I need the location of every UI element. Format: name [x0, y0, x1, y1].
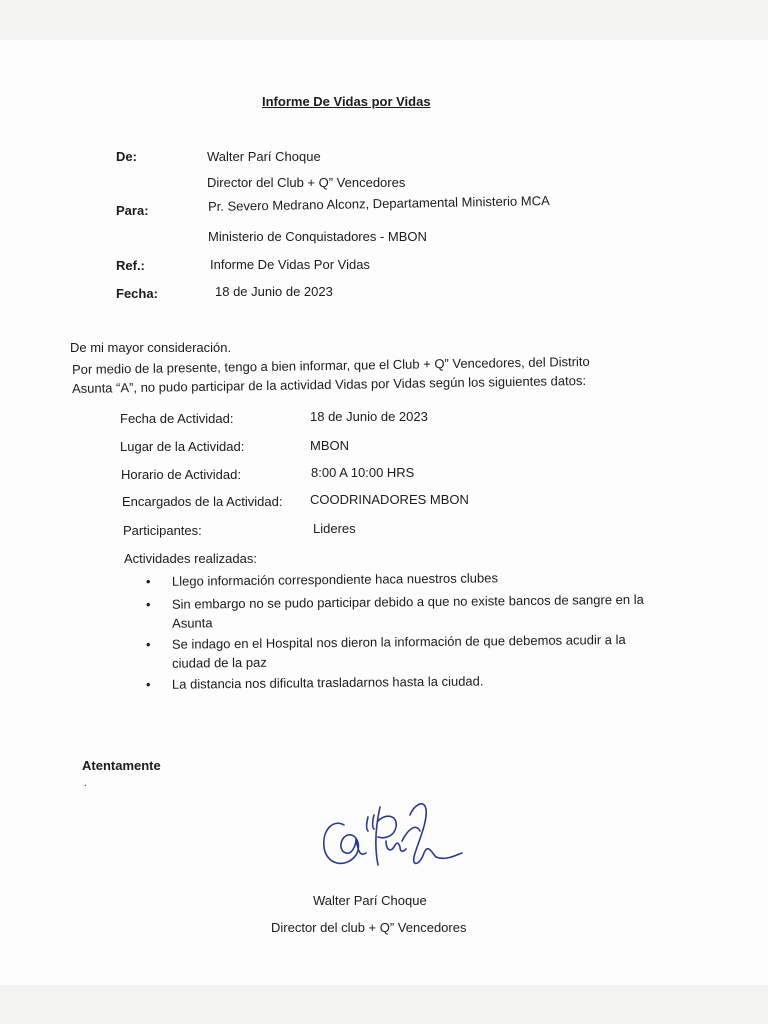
document-title: Informe De Vidas por Vidas: [262, 94, 431, 109]
de-name: Walter Parí Choque: [207, 149, 321, 164]
detail-value-participantes: Lideres: [313, 521, 356, 536]
bullet-icon: •: [145, 636, 151, 653]
signer-name: Walter Parí Choque: [313, 893, 427, 908]
de-label: De:: [116, 149, 137, 164]
para-label: Para:: [116, 203, 149, 218]
bullet-icon: •: [145, 573, 151, 589]
detail-value-horario: 8:00 A 10:00 HRS: [311, 465, 415, 480]
activity-text: La distancia nos dificulta trasladarnos hasta la ciudad.: [171, 673, 484, 692]
detail-value-encargados: COODRINADORES MBON: [310, 492, 469, 507]
activity-item: [146, 567, 666, 591]
detail-value-lugar: MBON: [310, 438, 349, 453]
signature-image: [316, 795, 466, 880]
activities-list: [146, 572, 666, 694]
stray-mark: .: [84, 778, 87, 789]
detail-label-fecha: Fecha de Actividad:: [120, 411, 234, 426]
para-name: Pr. Severo Medrano Alconz, Departamental Ministerio MCA: [207, 193, 550, 214]
activity-text: Sin embargo no se pudo participar debido a que no existe bancos de sangre en la Asunta: [171, 591, 644, 631]
activity-item: [146, 670, 666, 694]
fecha-label: Fecha:: [116, 286, 158, 301]
closing: Atentamente: [82, 758, 161, 773]
intro-line-1: Por medio de la presente, tengo a bien informar, que el Club + Q” Vencedores, del Distrito: [71, 353, 590, 377]
bullet-icon: •: [145, 676, 151, 692]
activities-label: Actividades realizadas:: [124, 551, 257, 566]
activity-text: Llego información correspondiente haca nuestros clubes: [171, 570, 498, 589]
fecha-value: 18 de Junio de 2023: [215, 284, 333, 299]
ref-value: Informe De Vidas Por Vidas: [210, 257, 370, 272]
activity-text: Se indago en el Hospital nos dieron la información de que debemos acudir a la ciudad de la paz: [171, 631, 626, 671]
ref-label: Ref.:: [116, 258, 145, 273]
signer-role: Director del club + Q” Vencedores: [271, 920, 467, 935]
detail-label-encargados: Encargados de la Actividad:: [122, 494, 283, 509]
detail-label-horario: Horario de Actividad:: [121, 467, 241, 482]
detail-value-fecha: 18 de Junio de 2023: [310, 409, 428, 424]
de-role: Director del Club + Q” Vencedores: [207, 175, 406, 190]
intro-line-2: Asunta “A”, no pudo participar de la actividad Vidas por Vidas según los siguientes datos:: [71, 372, 587, 396]
greeting: De mi mayor consideración.: [70, 340, 232, 355]
activity-item: [146, 630, 666, 673]
activity-item: [146, 590, 666, 633]
detail-label-participantes: Participantes:: [123, 523, 202, 538]
detail-label-lugar: Lugar de la Actividad:: [120, 439, 245, 454]
bullet-icon: •: [145, 596, 151, 613]
para-dept: Ministerio de Conquistadores - MBON: [208, 229, 427, 244]
